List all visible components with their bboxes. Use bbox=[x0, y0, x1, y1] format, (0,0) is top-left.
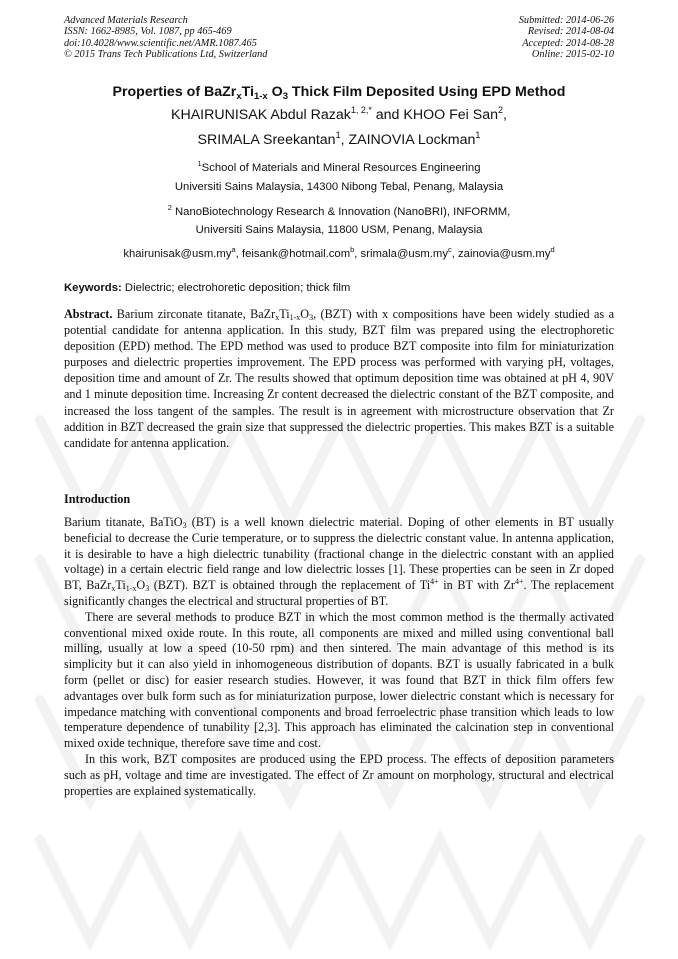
affiliation-1-line-2: Universiti Sains Malaysia, 14300 Nibong Tebal, Penang, Malaysia bbox=[174, 181, 504, 193]
affiliation-2-line-1: $^2$ NanoBiotechnology Research & Innovation (NanoBRI), INFORMM, bbox=[167, 203, 511, 218]
author-emails: $khairunisak@usm.my^a$, feisank@hotmail.com$^b$, $srimala@usm.my^c$, $zainovia@usm.my^d$ bbox=[123, 245, 555, 260]
paper-title: Properties of $BaZr_xTi_{1-x}$ $O_3$ Thick Film Deposited Using EPD Method bbox=[112, 84, 566, 102]
journal-copyright: © 2015 Trans Tech Publications Ltd, Switzerland bbox=[64, 48, 268, 60]
date-submitted: Submitted: 2014-06-26 bbox=[518, 15, 614, 26]
affiliation-1-line-1: $^1$School of Materials and Mineral Resources Engineering bbox=[197, 159, 481, 174]
abstract: Abstract. Barium zirconate titanate, $BaZr_xTi_{1-x}O_3$, (BZT) with x compositions have been widely studied as a potential candidate for antenna application. In this study, BZT film was prepared using the electrophoretic deposition (EPD) method. The EPD method was used to produce BZT composite into film for miniaturization purposes and dielectric properties improvement. The EPD process was performed with varying pH, voltages, deposition time and amount of Zr. The results showed that optimum deposition time was obtained at pH 4, 90V and 1 minute deposition time. Increasing Zr content decreased the dielectric constant of the BZT composite, and increased the loss tangent of the samples. The result is in agreement with microstructure observation that Zr addition in BZT decreased the grain size that suppressed the dielectric properties. This makes BZT is a suitable candidate for antenna application. bbox=[64, 307, 614, 450]
author-line-1: KHAIRUNISAK Abdul Razak$^{1, 2,*}$ and KHOO Fei San$^2$, bbox=[171, 105, 507, 123]
affiliation-2-line-2: Universiti Sains Malaysia, 11800 USM, Penang, Malaysia bbox=[195, 224, 483, 236]
introduction-heading: Introduction bbox=[64, 492, 131, 506]
publication-dates bbox=[519, 15, 614, 60]
date-accepted: Accepted: 2014-08-28 bbox=[522, 37, 614, 49]
abstract-label: Abstract. bbox=[64, 307, 113, 321]
date-online: Online: 2015-02-10 bbox=[531, 48, 614, 60]
intro-paragraph-3: In this work, BZT composites are produced using the EPD process. The effects of deposition parameters such as pH, voltage and time are investigated. The effect of Zr amount on morphology, structural and electrical properties are explained systematically. bbox=[64, 751, 614, 798]
intro-paragraph-1: Barium titanate, BaTiO$_3$ (BT) is a well known dielectric material. Doping of other elements in BT usually beneficial to decrease the Curie temperature, or to suppress the dielectric constant value. In antenna application, it is desirable to have a high dielectric tunability (fractional change in the dielectric constant with an applied voltage) in a certain electric field range and low dielectric losses [1]. These properties can be seen in Zr doped BT, $BaZr_xTi_{1-x}O_3$ (BZT). BZT is obtained through the replacement of $Ti^{4+}$ in BT with $Zr^{4+}$. The replacement significantly changes the electrical and structural properties of BT. bbox=[64, 515, 614, 608]
journal-info bbox=[64, 15, 267, 60]
journal-header bbox=[64, 15, 614, 60]
keywords bbox=[64, 282, 614, 294]
keywords-text: Dielectric; electrohoretic deposition; thick film bbox=[121, 282, 351, 294]
journal-doi: doi:10.4028/www.scientific.net/AMR.1087.465 bbox=[64, 37, 257, 49]
author-line-2: SRIMALA Sreekantan$^1$, ZAINOVIA Lockman$^1$ bbox=[197, 130, 481, 148]
date-revised: Revised: 2014-08-04 bbox=[527, 26, 614, 38]
intro-paragraph-2: There are several methods to produce BZT in which the most common method is the thermally activated conventional mixed oxide route. In this route, all components are mixed and milled using conventional ball milling, usually at low a speed (10-50 rpm) and then sintered. The main advantage of this method is its simplicity but it can also yield in inhomogeneous distribution of dopants. BZT is usually fabricated in a bulk form (pellet or disc) for easier research studies. However, it was found that BZT in thick film offers few advantages over bulk form such as for miniaturization purpose, lower dielectric constant which is necessary for impedance matching with conventional components and broad ferroelectric phase transition which leads to low temperature dependence of tunability [2,3]. This approach has eliminated the calcination step in conventional mixed oxide technique, therefore save time and cost. bbox=[64, 609, 614, 751]
journal-issn: ISSN: 1662-8985, Vol. 1087, pp 465-469 bbox=[64, 26, 232, 38]
keywords-label: Keywords: bbox=[64, 282, 122, 294]
journal-name: Advanced Materials Research bbox=[64, 15, 188, 26]
introduction-body bbox=[64, 515, 614, 799]
